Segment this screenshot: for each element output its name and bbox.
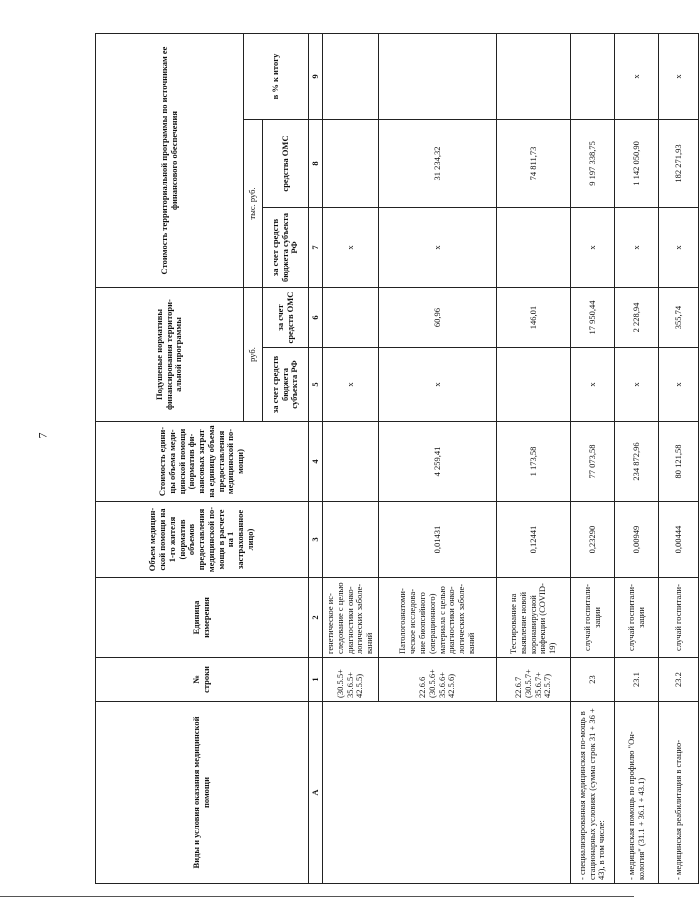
cell-norm-budget xyxy=(497,348,571,422)
cell-total-oms: 74 811,73 xyxy=(497,119,571,207)
header-unit: Единица измерения xyxy=(96,578,309,658)
cell-cost: 234 872,96 xyxy=(615,422,659,502)
header-norm-unit: руб. xyxy=(244,287,263,421)
header-total-unit: тыс. руб. xyxy=(244,119,263,287)
cell-volume: 0,23290 xyxy=(571,502,615,578)
cell-total-budget: х xyxy=(571,207,615,287)
cell-cost: 80 121,58 xyxy=(659,422,699,502)
financing-table xyxy=(95,33,699,884)
table-row xyxy=(659,33,699,883)
cell-volume: 0,01431 xyxy=(379,502,497,578)
cell-kind: - специализированная медицинская по-мощь в стационарных условиях (сумма строк 31 + 36 + 43), в том числе: xyxy=(571,702,615,884)
cell-kind: - медицинская реабилитация в стацио- xyxy=(659,702,699,884)
cell-unit: случай госпитали-зации xyxy=(571,578,615,658)
header-total-budget: за счет средств бюджета субъекта РФ xyxy=(263,207,309,287)
col-number: 1 xyxy=(309,658,323,702)
cell-total-budget: х xyxy=(379,207,497,287)
column-numbers-row xyxy=(309,33,323,883)
cell-volume: 0,12441 xyxy=(497,502,571,578)
cell-row-number: 23 xyxy=(571,658,615,702)
page-number: 7 xyxy=(35,432,50,439)
cell-norm-oms: 146,01 xyxy=(497,287,571,347)
cell-kind: - медицинская помощь по профилю "Он-кология" (31.1 + 36.1 + 43.1) xyxy=(615,702,659,884)
cell-kind xyxy=(323,702,571,884)
cell-percent xyxy=(571,33,615,119)
cell-percent xyxy=(379,33,497,119)
table-row xyxy=(571,33,615,883)
cell-norm-budget: х xyxy=(615,348,659,422)
cell-total-budget: х xyxy=(659,207,699,287)
header-norm-oms: за счет средств ОМС xyxy=(263,287,309,347)
cell-unit: случай госпитали-зации xyxy=(615,578,659,658)
cell-row-number: (30.5.5+ 35.6.5+ 42.5.5) xyxy=(323,658,379,702)
cell-total-oms: 31 234,32 xyxy=(379,119,497,207)
rotated-page-content xyxy=(95,34,683,884)
cell-total-budget: х xyxy=(323,207,379,287)
col-number: 9 xyxy=(309,33,323,119)
header-volume: Объем медицин-ской помощи на 1-го жителя (норматив объемов предоставления медицинской по-мощи в расчете на 1 застрахованное лицо) xyxy=(96,502,309,578)
table-row xyxy=(615,33,659,883)
cell-total-oms: 9 197 338,75 xyxy=(571,119,615,207)
col-number: 6 xyxy=(309,287,323,347)
header-total-group: Стоимость территориальной программы по источникам ее финансового обеспечения xyxy=(96,33,244,287)
cell-unit: случай госпитали- xyxy=(659,578,699,658)
cell-cost: 77 073,58 xyxy=(571,422,615,502)
cell-total-oms: 1 142 050,90 xyxy=(615,119,659,207)
col-number: 3 xyxy=(309,502,323,578)
header-norm-group: Подушевые нормативы финансирования территори-альной программы xyxy=(96,287,244,421)
cell-unit: Тестирование на выявление новой коронавирусной инфекции (COVID-19) xyxy=(497,578,571,658)
cell-total-oms: 182 271,93 xyxy=(659,119,699,207)
cell-norm-budget: х xyxy=(323,348,379,422)
cell-cost xyxy=(323,422,379,502)
cell-volume: 0,00949 xyxy=(615,502,659,578)
cell-percent: х xyxy=(659,33,699,119)
cell-norm-budget: х xyxy=(659,348,699,422)
cell-total-budget: х xyxy=(615,207,659,287)
cell-volume xyxy=(323,502,379,578)
header-cost: Стоимость едини-цы объема меди-цинской помощи (норматив фи-нансовых затрат на единицу объема предоставления медицинской по-мощи) xyxy=(96,422,309,502)
cell-total-budget xyxy=(497,207,571,287)
cell-percent: х xyxy=(615,33,659,119)
cell-norm-oms xyxy=(323,287,379,347)
cell-cost: 4 259,41 xyxy=(379,422,497,502)
cell-row-number: 22.6.7 (30.5.7+ 35.6.7+ 42.5.7) xyxy=(497,658,571,702)
cell-norm-budget: х xyxy=(571,348,615,422)
cell-norm-oms: 60,96 xyxy=(379,287,497,347)
header-row-number: № строки xyxy=(96,658,309,702)
cell-norm-oms: 2 228,94 xyxy=(615,287,659,347)
cell-row-number: 23.1 xyxy=(615,658,659,702)
header-total-oms: средства ОМС xyxy=(263,119,309,207)
cell-cost: 1 173,58 xyxy=(497,422,571,502)
col-number: 4 xyxy=(309,422,323,502)
page-edge-line xyxy=(0,896,634,897)
header-kind: Виды и условия оказания медицинской помощи xyxy=(96,702,309,884)
col-number: А xyxy=(309,702,323,884)
cell-total-oms xyxy=(323,119,379,207)
col-number: 7 xyxy=(309,207,323,287)
cell-norm-oms: 17 950,44 xyxy=(571,287,615,347)
cell-row-number: 22.6.6 (30.5.6+ 35.6.6+ 42.5.6) xyxy=(379,658,497,702)
cell-norm-budget: х xyxy=(379,348,497,422)
cell-volume: 0,00444 xyxy=(659,502,699,578)
cell-unit: Патологоанатоми-ческое исследова-ние биопсийного (операционного) материала с целью диагностики онко-логических заболе-ваний xyxy=(379,578,497,658)
col-number: 5 xyxy=(309,348,323,422)
header-percent: в % к итогу xyxy=(244,33,309,119)
header-norm-budget: за счет средств бюджета субъекта РФ xyxy=(263,348,309,422)
col-number: 2 xyxy=(309,578,323,658)
cell-norm-oms: 355,74 xyxy=(659,287,699,347)
cell-percent xyxy=(323,33,379,119)
cell-percent xyxy=(497,33,571,119)
table-row xyxy=(323,33,379,883)
cell-unit: генетическое ис-следование с целью диагностики онко-логических заболе-ваний xyxy=(323,578,379,658)
col-number: 8 xyxy=(309,119,323,207)
cell-row-number: 23.2 xyxy=(659,658,699,702)
